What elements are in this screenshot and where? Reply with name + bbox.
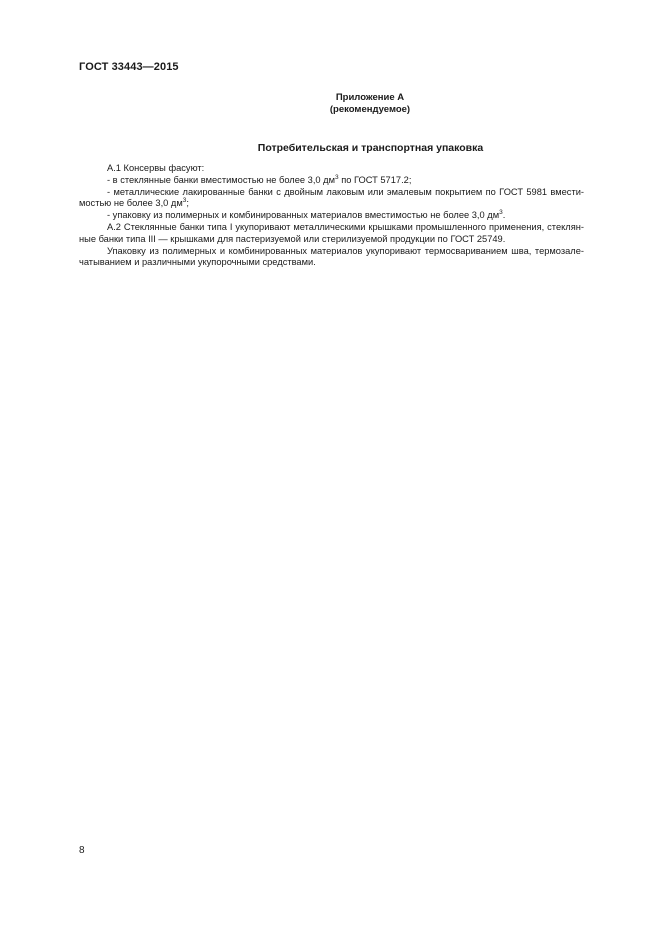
paragraph-a2: А.2 Стеклянные банки типа I укупоривают металлическими крышками промышленного применения, стеклян-ные банки типа III — крышками для пастеризуемой или стерилизуемой продукции по ГОСТ 25749. xyxy=(79,221,584,244)
paragraph-polymer-sealing: Упаковку из полимерных и комбинированных материалов укупоривают термосвариванием шва, термозале-чатыванием и различными укупорочными средствами. xyxy=(79,245,584,268)
paragraph-a1-intro: А.1 Консервы фасуют: xyxy=(107,163,205,173)
list-item-text: - в стеклянные банки вместимостью не более 3,0 дм xyxy=(107,174,335,185)
list-item-text: . xyxy=(502,210,506,221)
annex-title: Приложение А xyxy=(335,92,405,103)
page-number: 8 xyxy=(79,845,85,856)
section-title: Потребительская и транспортная упаковка xyxy=(257,142,484,154)
superscript: 3 xyxy=(182,197,187,205)
superscript: 3 xyxy=(499,209,503,217)
list-item-text: - металлические лакированные банки с двойным лаковым или эмалевым покрытием по ГОСТ 5981 вмести-мостью не более 3,0 дм xyxy=(79,186,584,209)
list-item-text: ; xyxy=(186,198,189,209)
list-item-polymer-packaging xyxy=(79,210,584,222)
list-item-text: - упаковку из полимерных и комбинированных материалов вместимостью не более 3,0 дм xyxy=(107,210,500,221)
list-item-metal-cans xyxy=(79,187,584,211)
document-code: ГОСТ 33443—2015 xyxy=(79,61,179,73)
list-item-glass-jars xyxy=(79,175,584,187)
annex-status: (рекомендуемое) xyxy=(329,104,411,115)
superscript: 3 xyxy=(334,173,339,181)
body-text xyxy=(79,163,584,269)
list-item-text: по ГОСТ 5717.2; xyxy=(338,174,412,185)
